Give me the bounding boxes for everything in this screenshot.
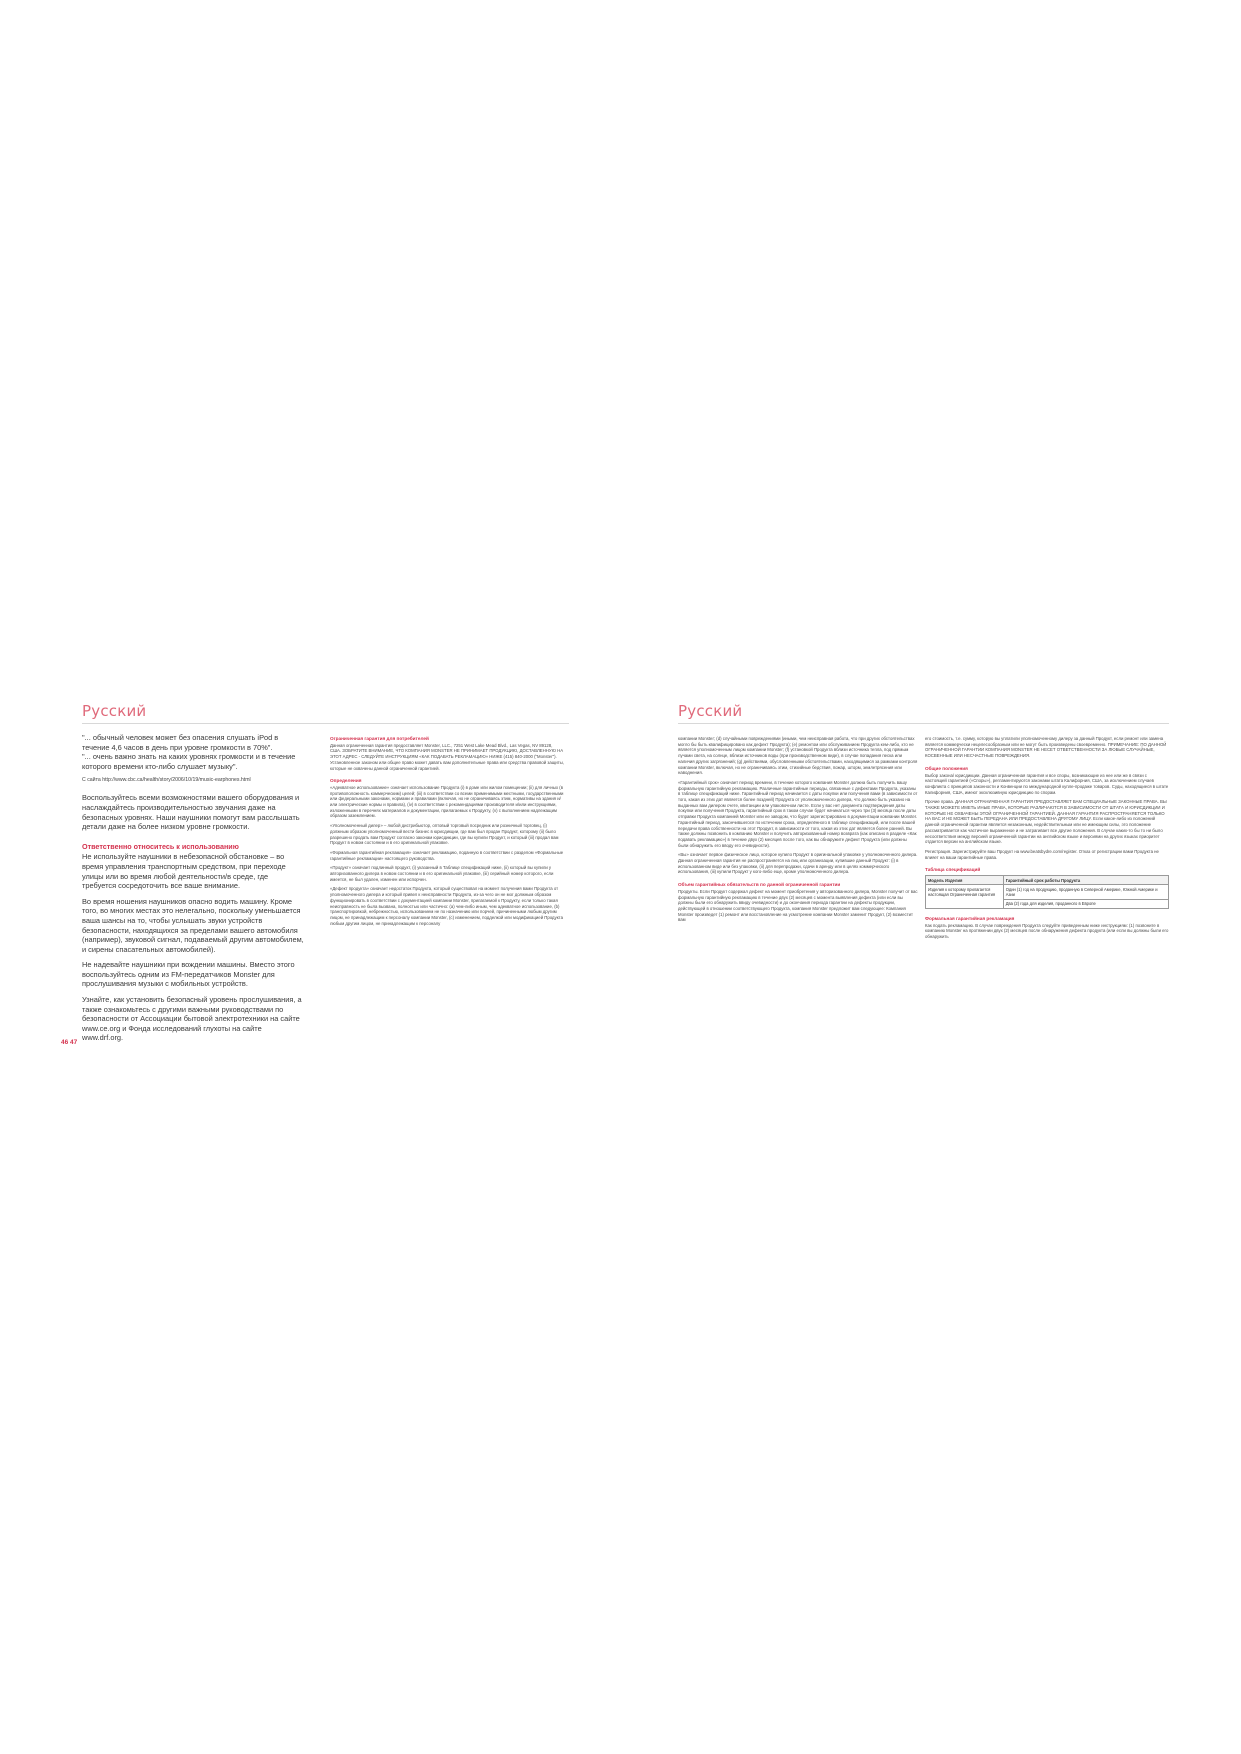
title-divider <box>678 723 1169 724</box>
right-column-1 <box>678 736 918 1046</box>
body-paragraph: «Продукт» означает подлинный продукт, (i) указанный в Таблице спецификаций ниже, (ii) который вы купили у авторизованного дилера в новом состоянии и в его оригинальной упаковке, (iii) серийный номер которого, если имеется, не был удален, изменен или испорчен. <box>330 865 554 882</box>
section-heading: Определения <box>330 778 362 784</box>
body-paragraph: компании Monster; (d) случайными повреждениями (иными, чем неисправная работа, что при других обстоятельствах могло бы быть квалифицировано как дефект Продукта); (e) ремонтом или обслуживанием Продукта кем-либо, кто не является уполномоченным лицом компании Monster; (f) установкой Продукта вблизи источника тепла, под прямым лучами света, на солнце, вблизи источников воды (при производственном виде), в случае попадания песка или наличия других загрязнений; (g) действиями, обусловленными обстоятельствами, находящимися за рамками контроля компании Monster, включая, но не ограничиваясь этим, стихийные бедствия, пожар, шторм, землетрясения или наводнения. <box>678 736 918 776</box>
body-paragraph: Не используйте наушники в небезопасной обстановке – во время управления транспортным средством, при переходе улицы или во время любой деятельности/в среде, где требуется сосредоточить все ваше внимание. <box>82 852 286 891</box>
left-column-1 <box>82 733 304 1043</box>
spec-table-cell: Два (2) года для изделия, проданного в Европе <box>1003 899 1168 908</box>
section-heading: Ограниченная гарантия для потребителей <box>330 736 429 741</box>
section-heading: Ответственно относитесь к использованию <box>82 841 239 851</box>
section-heading: Таблица спецификаций <box>925 867 981 873</box>
spec-table-header: Гарантийный срок работы Продукта <box>1003 876 1168 885</box>
section-heading: Общие положения <box>925 765 968 771</box>
source-citation: С сайта http://www.cbc.ca/health/story/2006/10/19/music-earphones.html <box>82 777 251 784</box>
body-paragraph: Регистрация. Зарегистрируйте ваш Продукт на www.beatsbydre.com/register. Отказ от регистрации вами Продукта не влияет на ваши гарантийные права. <box>925 848 1159 860</box>
body-paragraph: «Формальная гарантийная рекламация» означает рекламацию, поданную в соответствии с разделом «Формальные гарантийные рекламации» настоящего руководства. <box>330 849 564 861</box>
body-paragraph: Продукты. Если Продукт содержал дефект на момент приобретения у авторизованного дилера, Monster получит от вас формальную гарантийную рекламацию в течение двух (2) месяцев с момента выявления дефекта (или если вы должны были его обнаружить ввиду очевидности) и до окончания периода гарантии на дефекты продукции, действующей в отношении соответствующего Продукта, компания Monster предложит вам следующее: Компания Monster произведет (1) ремонт или восстановление на усмотрение компании Monster заменит Продукт, (2) возместит вам <box>678 888 918 923</box>
page-title: Русский <box>678 702 743 720</box>
quote-paragraph: "... очень важно знать на каких уровнях громкости и в течение которого времени кто-либо слушает музыку". <box>82 752 296 771</box>
body-paragraph: Выбор закона/ юрисдикции. Данная ограниченная гарантия и все споры, возникающие из нее или же в связи с настоящей гарантией («Споры»), регламентируются законами штата Калифорния, США, за исключением случаев конфликта с принципов законности и Конвенции по международной купле-продаже товаров. Суды, находящиеся в штате Калифорния, США, имеют эксклюзивную юрисдикцию по спорам. <box>925 772 1169 795</box>
quote-paragraph: "... обычный человек может без опасения слушать iPod в течение 4,6 часов в день при уровне громкости в 70%". <box>82 733 279 752</box>
body-paragraph: «Дефект продукта» означает недостаток Продукта, который существовал на момент получения вами Продукта от уполномоченного дилера и который привел к неисправности Продукта, из-за чего он не мог должным образом функционировать в соответствии с документацией компании Monster, прилагаемой к Продукту, если только такая неисправность не была вызвана, полностью или частично: (a) чем-либо иным, чем адекватное использование, (b) транспортировкой, небрежностью, использованием не по назначению или порчей, причиненными любым другим лицом, не принадлежащим к персоналу компании Monster, (c) изменением, подделкой или модификацией Продукта любым другим лицом, не принадлежащим к персоналу <box>330 886 563 926</box>
body-paragraph: «Адекватное использование» означает использование Продукта (i) в доме или жилом помещении; (ii) для личных (в противоположность коммерческим) целей; (iii) в соответствии со всеми применимыми местными, государственными или федеральными законами, нормами и правилами (включая, но не ограничиваясь этим, нормативы на здания и/или электрические нормы и правила), (iv) в соответствии с рекомендациями производителя и/или инструкциями, изложенными в перечнях материалов и документации, прилагаемых к Продукту, (v) с выполнением надлежащим образом заземлением. <box>330 784 564 819</box>
body-paragraph: Не надевайте наушники при вождении машины. Вместо этого воспользуйтесь одним из FM-передатчиков Monster для прослушивания музыки с мобильных устройств. <box>82 960 295 989</box>
title-divider <box>82 723 569 724</box>
body-paragraph: Как подать рекламацию. В случае повреждения Продукта следуйте приведенным ниже инструкциям: (1) позвоните в компанию Monster на протяжении двух (2) месяцев после обнаружения дефекта продукта (или если вы должны были его обнаружить <box>925 922 1169 939</box>
spec-table-header: Модель Изделия <box>926 876 1004 885</box>
section-heading: Объем гарантийных обязательств по данной ограниченной гарантии <box>678 882 841 888</box>
body-paragraph: Во время ношения наушников опасно водить машину. Кроме того, во многих местах это нелегально, поскольку уменьшается ваша шансы на то, чтобы услышать звуки устройств безопасности, находящихся за пределами вашего автомобиля (например), звуковой сигнал, подаваемый другим автомобилем, и сирены спасательных автомобилей). <box>82 896 304 954</box>
spec-table-cell: Изделия к которому прилагается настоящая Ограниченная гарантия <box>926 885 1004 909</box>
spec-table-cell: Один (1) год на продукцию, проданную в Северной Америке, Южной Америке и Азии <box>1003 885 1168 899</box>
body-paragraph: Узнайте, как установить безопасный уровень прослушивания, а также ознакомьтесь с другими важными руководствами по безопасности от Ассоциации бытовой электротехники на сайте www.ce.org и Фонда исследований глухоты на сайте www.drf.org. <box>82 995 302 1043</box>
spec-table <box>925 875 1169 909</box>
right-column-2 <box>925 736 1169 1046</box>
page-numbers: 46 47 <box>61 1039 78 1046</box>
body-paragraph: Прочие права. ДАННАЯ ОГРАНИЧЕННАЯ ГАРАНТИЯ ПРЕДОСТАВЛЯЕТ ВАМ СПЕЦИАЛЬНЫЕ ЗАКОННЫЕ ПРАВА. ВЫ ТАКЖЕ МОЖЕТЕ ИМЕТЬ ИНЫЕ ПРАВА, КОТОРЫЕ РАЗЛИЧАЮТСЯ В ЗАВИСИМОСТИ ОТ ШТАТА И ЮРИСДИКЦИИ И КОТОРЫЕ НЕ ОХВАЧЕНЫ ЭТОЙ ОГРАНИЧЕННОЙ ГАРАНТИЕЙ. ДАННАЯ ГАРАНТИЯ РАСПРОСТРАНЯЕТСЯ ТОЛЬКО НА ВАС И НЕ МОЖЕТ БЫТЬ ПЕРЕДАНА ИЛИ ПРЕДОСТАВЛЕНА ДРУГОМУ ЛИЦУ. Если какое-либо из положений данной ограниченной гарантии является незаконным, недействительным или не имеющим силы, это положение рассматривается как частичное выраженное и не затрагивает все другие положения. В случае каких-то бы то ни было несоответствия между версией ограниченной гарантии на английском языке и версиями на других языках приоритет отдается версии на английском языке. <box>925 799 1167 845</box>
table-row <box>926 885 1169 899</box>
section-heading: Формальная гарантийная рекламация <box>925 915 1015 921</box>
body-paragraph: его стоимость, т.е. сумму, которую вы уплатили уполномоченному дилеру за данный Продукт, если ремонт или замена является коммерчески нецелесообразным или не могут быть произведены своевременно. ПРИМЕЧАНИЕ: ПО ДАННОЙ ОГРАНИЧЕННОЙ ГАРАНТИИ КОМПАНИЯ MONSTER НЕ НЕСЕТ ОТВЕТСТВЕННОСТИ ЗА ЛЮБЫЕ СЛУЧАЙНЫЕ, КОСВЕННЫЕ ИЛИ НЕСЧАСТНЫЕ ПОВРЕЖДЕНИЯ. <box>925 736 1167 759</box>
page-title: Русский <box>82 702 147 720</box>
left-column-2 <box>330 736 564 1044</box>
body-paragraph: Данная ограниченная гарантия предоставляет Monster, LLC., 7251 West Lake Mead Blvd., Las Vegas, NV 89128, США. ЗОБРАТИТЕ ВНИМАНИЕ, ЧТО КОМПАНИЯ MONSTER НЕ ПРИНИМАЕТ ПРОДУКЦИЮ, ДОСТАВЛЕННУЮ НА ЭТОТ АДРЕС - СЛЕДУЙТЕ ИНСТРУКЦИЯМ «КАК ПОДАВАТЬ РЕКЛАМАЦИЮ» НИЖЕ (415) 840-2000 ("Monster"). Установленное законом или общее право может давать вам дополнительные права или средства правовой защиты, которые не охвачены данной ограниченной гарантией. <box>330 742 564 771</box>
body-paragraph: «Уполномоченный дилер» – любой дистрибьютор, оптовый торговый посредник или розничный торговец, (i) должным образом уполномоченный вести бизнес в юрисдикции, где вам был продан Продукт, которому (ii) было разрешено продать вам Продукт согласно законам юрисдикции, где вы купили Продукт, и который (iii) продал вам Продукт в новом состоянии и в его оригинальной упаковке. <box>330 823 559 846</box>
spec-table-header-row <box>926 876 1169 885</box>
body-paragraph: Воспользуйтесь всеми возможностями вашего оборудования и наслаждайтесь производительностью звучания даже на безопасных уровнях. Наши наушники помогут вам расслышать детали даже на более низком уровне громкости. <box>82 793 300 832</box>
body-paragraph: «Вы» означает первое физическое лицо, которое купило Продукт в оригинальной упаковке у уполномоченного дилера. Данная ограниченная гарантия не распространяется на лиц или организации, купившие данный Продукт: (i) в использованном виде или без упаковки, (ii) для перепродажи, сдачи в аренду или в целях коммерческого использования, (iii) купили Продукт у кого-либо еще, кроме уполномоченного дилера. <box>678 852 918 875</box>
body-paragraph: «Гарантийный срок» означает период времени, в течение которого компания Monster должна быть получить вашу формальную гарантийную рекламацию. Различные гарантийные периоды, связанные с дефектами Продукта, указаны в таблице спецификаций ниже. Гарантийный период начинается с даты покупки или получения вами (в зависимости от того, какая из этих дат является более поздней) Продукта от уполномоченного дилера, что должно быть указано на выданных вам дилером счете, квитанции или упаковочном листе. Если у вас нет документа подтверждения даты покупки или получения Продукта, гарантийный срок в таком случае будет начинаться через три (3) месяца после даты отправки Продукта компанией Monster или ее заводом, что будет зарегистрировано в документации компании Monster. Гарантийный период, закончившегося по истечении срока, определённого в таблице спецификаций, или после вашей передачи права собственности на этот Продукт, в зависимости от того, какая из этих дат является более ранней. Вы также должны позвонить в компанию Monster и получить авторизованный номер возврата (как описано в разделе «Как подавать рекламацию») в течение двух (2) месяцев после того, как вы обнаружите дефект Продукта (или должны были обнаружить его вводу его очевидности). <box>678 779 918 848</box>
